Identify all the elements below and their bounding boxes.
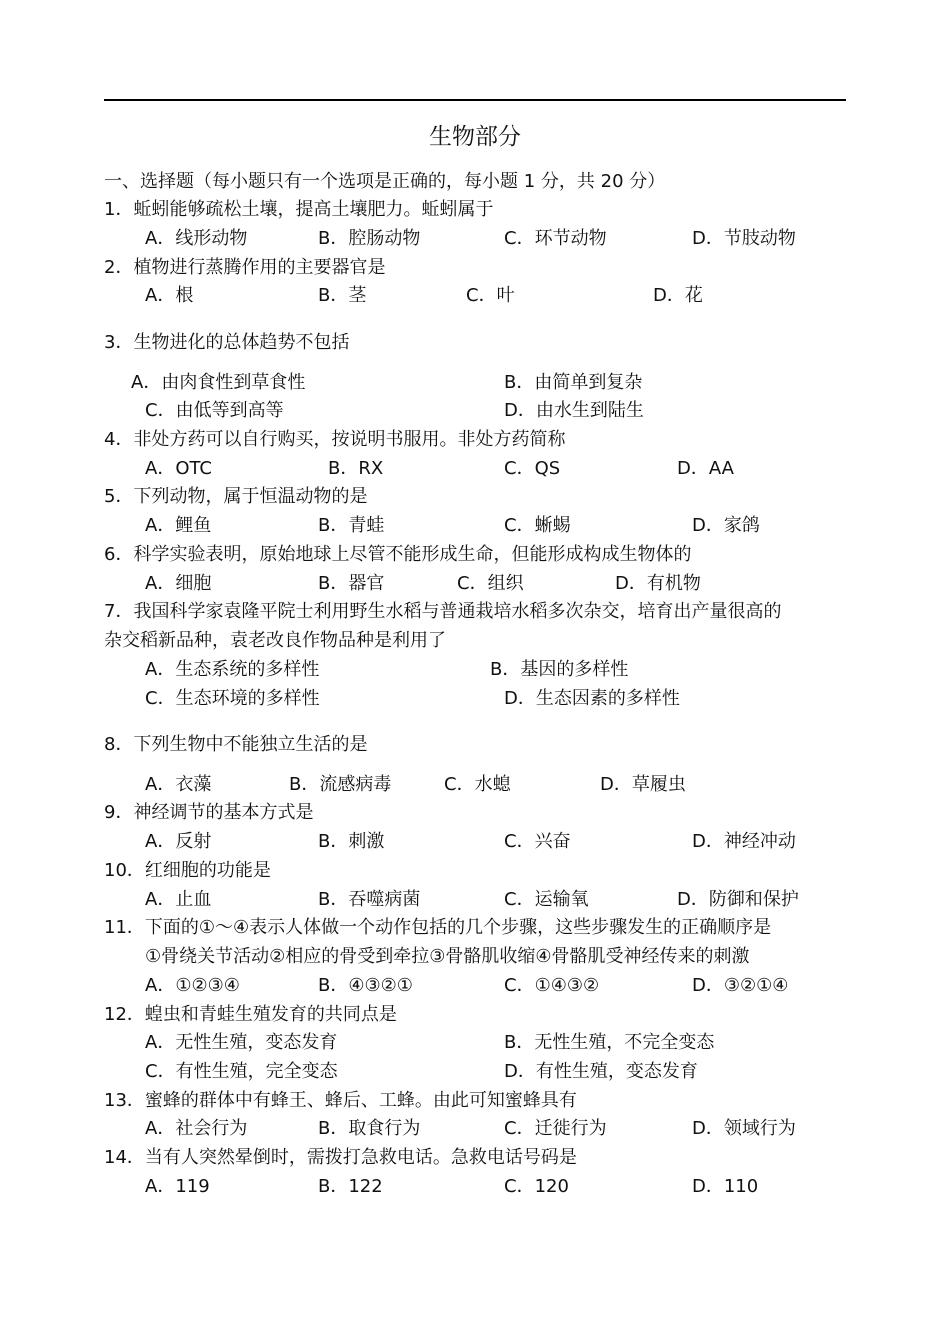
q9-option-c: C．兴奋 bbox=[504, 831, 571, 852]
question-9-stem: 9．神经调节的基本方式是 bbox=[104, 802, 314, 823]
q7-option-b: B．基因的多样性 bbox=[490, 659, 629, 680]
q10-option-b: B．吞噬病菌 bbox=[318, 889, 421, 910]
question-4-stem: 4．非处方药可以自行购买，按说明书服用。非处方药简称 bbox=[104, 429, 566, 450]
q7-option-c: C．生态环境的多样性 bbox=[145, 688, 320, 709]
q5-option-d: D．家鸽 bbox=[692, 515, 760, 536]
question-11-steps: ①骨绕关节活动②相应的骨受到牵拉③骨骼肌收缩④骨骼肌受神经传来的刺激 bbox=[145, 946, 750, 967]
q5-option-a: A．鲤鱼 bbox=[145, 515, 212, 536]
q10-option-c: C．运输氧 bbox=[504, 889, 589, 910]
question-2-stem: 2．植物进行蒸腾作用的主要器官是 bbox=[104, 257, 386, 278]
q1-option-c: C．环节动物 bbox=[504, 228, 607, 249]
q3-option-d: D．由水生到陆生 bbox=[504, 400, 644, 421]
q2-option-a: A．根 bbox=[145, 285, 194, 306]
question-6-stem: 6．科学实验表明，原始地球上尽管不能形成生命，但能形成构成生物体的 bbox=[104, 544, 692, 565]
q4-option-d: D．AA bbox=[677, 458, 734, 479]
q4-option-c: C．QS bbox=[504, 458, 561, 479]
q2-option-d: D．花 bbox=[653, 285, 703, 306]
q14-option-d: D．110 bbox=[692, 1176, 759, 1197]
question-10-stem: 10．红细胞的功能是 bbox=[104, 860, 271, 881]
q6-option-b: B．器官 bbox=[318, 573, 385, 594]
q14-option-b: B．122 bbox=[318, 1176, 383, 1197]
question-7-stem: 7．我国科学家袁隆平院士利用野生水稻与普通栽培水稻多次杂交，培育出产量很高的 bbox=[104, 601, 782, 622]
q12-option-a: A．无性生殖，变态发育 bbox=[145, 1032, 338, 1053]
q11-option-c: C．①④③② bbox=[504, 975, 600, 996]
q10-option-a: A．止血 bbox=[145, 889, 212, 910]
q13-option-c: C．迁徙行为 bbox=[504, 1118, 607, 1139]
q6-option-d: D．有机物 bbox=[615, 573, 701, 594]
q9-option-d: D．神经冲动 bbox=[692, 831, 796, 852]
q4-option-a: A．OTC bbox=[145, 458, 212, 479]
question-12-stem: 12．蝗虫和青蛙生殖发育的共同点是 bbox=[104, 1004, 397, 1025]
q1-option-b: B．腔肠动物 bbox=[318, 228, 421, 249]
q13-option-a: A．社会行为 bbox=[145, 1118, 248, 1139]
q1-option-d: D．节肢动物 bbox=[692, 228, 796, 249]
question-13-stem: 13．蜜蜂的群体中有蜂王、蜂后、工蜂。由此可知蜜蜂具有 bbox=[104, 1090, 577, 1111]
q11-option-b: B．④③②① bbox=[318, 975, 413, 996]
question-7-stem-cont: 杂交稻新品种，袁老改良作物品种是利用了 bbox=[104, 630, 446, 651]
q8-option-c: C．水螅 bbox=[444, 774, 511, 795]
q14-option-a: A．119 bbox=[145, 1176, 210, 1197]
q2-option-c: C．叶 bbox=[466, 285, 515, 306]
q4-option-b: B．RX bbox=[328, 458, 384, 479]
q8-option-b: B．流感病毒 bbox=[289, 774, 392, 795]
q9-option-b: B．刺激 bbox=[318, 831, 385, 852]
q3-option-b: B．由简单到复杂 bbox=[504, 372, 643, 393]
question-3-stem: 3．生物进化的总体趋势不包括 bbox=[104, 332, 350, 353]
q2-option-b: B．茎 bbox=[318, 285, 367, 306]
q1-option-a: A．线形动物 bbox=[145, 228, 248, 249]
q14-option-c: C．120 bbox=[504, 1176, 569, 1197]
q13-option-b: B．取食行为 bbox=[318, 1118, 421, 1139]
q12-option-c: C．有性生殖，完全变态 bbox=[145, 1061, 338, 1082]
q8-option-a: A．衣藻 bbox=[145, 774, 212, 795]
question-8-stem: 8．下列生物中不能独立生活的是 bbox=[104, 734, 368, 755]
q7-option-a: A．生态系统的多样性 bbox=[145, 659, 320, 680]
q3-option-a: A．由肉食性到草食性 bbox=[131, 372, 306, 393]
question-11-stem: 11．下面的①～④表示人体做一个动作包括的几个步骤，这些步骤发生的正确顺序是 bbox=[104, 917, 772, 938]
q6-option-a: A．细胞 bbox=[145, 573, 212, 594]
q5-option-c: C．蜥蜴 bbox=[504, 515, 571, 536]
q5-option-b: B．青蛙 bbox=[318, 515, 385, 536]
q12-option-b: B．无性生殖，不完全变态 bbox=[504, 1032, 715, 1053]
q12-option-d: D．有性生殖，变态发育 bbox=[504, 1061, 698, 1082]
q13-option-d: D．领域行为 bbox=[692, 1118, 796, 1139]
header-rule bbox=[104, 99, 846, 101]
question-1-stem: 1．蚯蚓能够疏松土壤，提高土壤肥力。蚯蚓属于 bbox=[104, 199, 494, 220]
page-title: 生物部分 bbox=[429, 124, 521, 150]
q10-option-d: D．防御和保护 bbox=[677, 889, 799, 910]
q8-option-d: D．草履虫 bbox=[600, 774, 686, 795]
q11-option-a: A．①②③④ bbox=[145, 975, 240, 996]
q9-option-a: A．反射 bbox=[145, 831, 212, 852]
question-14-stem: 14．当有人突然晕倒时，需拨打急救电话。急救电话号码是 bbox=[104, 1147, 577, 1168]
q7-option-d: D．生态因素的多样性 bbox=[504, 688, 680, 709]
question-5-stem: 5．下列动物，属于恒温动物的是 bbox=[104, 486, 368, 507]
q6-option-c: C．组织 bbox=[457, 573, 524, 594]
q11-option-d: D．③②①④ bbox=[692, 975, 789, 996]
section-header: 一、选择题（每小题只有一个选项是正确的，每小题 1 分，共 20 分） bbox=[104, 171, 666, 192]
q3-option-c: C．由低等到高等 bbox=[145, 400, 284, 421]
